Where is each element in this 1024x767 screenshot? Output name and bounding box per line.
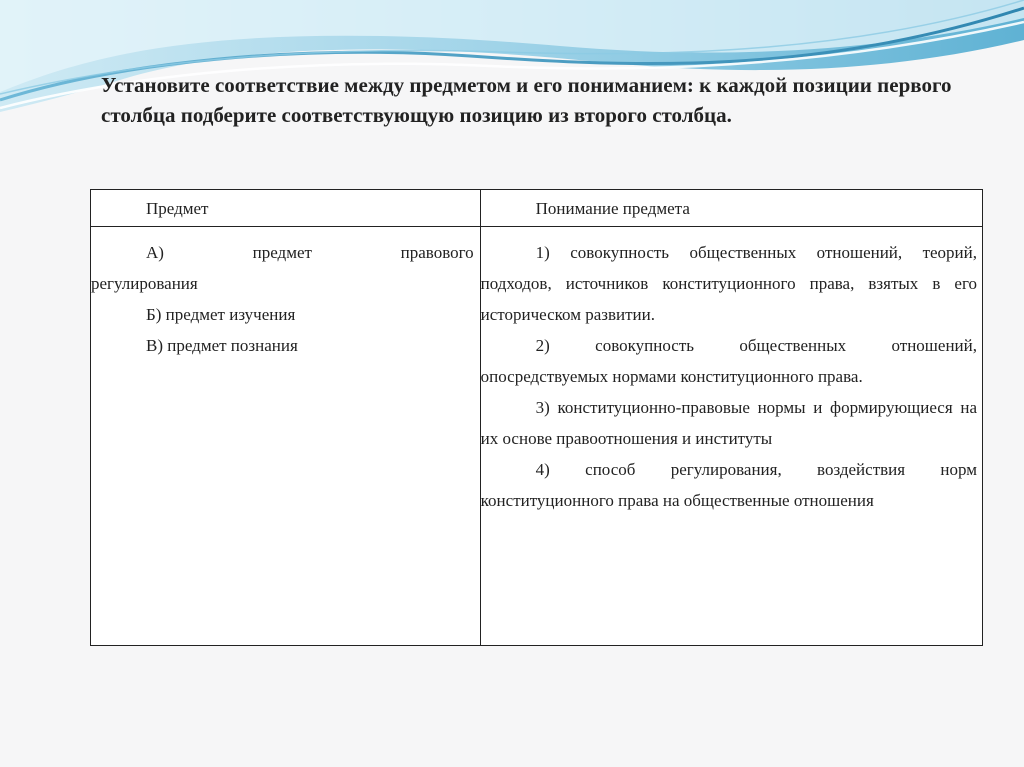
understanding-item-1: 1) совокупность общественных отношений, теорий, подходов, источников конституционного права, взятых в его историческом развитии. bbox=[480, 243, 977, 324]
left-column-cell bbox=[91, 227, 481, 646]
understanding-item-4: 4) способ регулирования, воздействия норм конституционного права на общественные отношения bbox=[480, 460, 977, 510]
table-row bbox=[91, 227, 983, 646]
item-v: В) предмет познания bbox=[146, 336, 298, 355]
item-a-continuation: регулирования bbox=[91, 274, 198, 293]
understanding-item-2: 2) совокупность общественных отношений, опосредствуемых нормами конституционного права. bbox=[480, 336, 977, 386]
item-a-letter: А) bbox=[146, 243, 164, 262]
header-understanding: Понимание предмета bbox=[535, 199, 690, 218]
question-heading: Установите соответствие между предметом и его пониманием: к каждой позиции первого столбца подберите соответствующую позицию из второго столбца. bbox=[101, 73, 952, 127]
item-a-line bbox=[91, 237, 474, 268]
item-a-word1: предмет bbox=[252, 243, 312, 262]
header-subject: Предмет bbox=[146, 199, 209, 218]
right-column-cell bbox=[480, 227, 982, 646]
matching-table bbox=[90, 189, 983, 646]
understanding-item-3: 3) конституционно-правовые нормы и формирующиеся на их основе правоотношения и институты bbox=[480, 398, 977, 448]
header-cell-understanding bbox=[480, 190, 982, 227]
table-header-row bbox=[91, 190, 983, 227]
item-a-word2: правового bbox=[400, 243, 474, 262]
header-cell-subject bbox=[91, 190, 481, 227]
item-b: Б) предмет изучения bbox=[146, 305, 296, 324]
